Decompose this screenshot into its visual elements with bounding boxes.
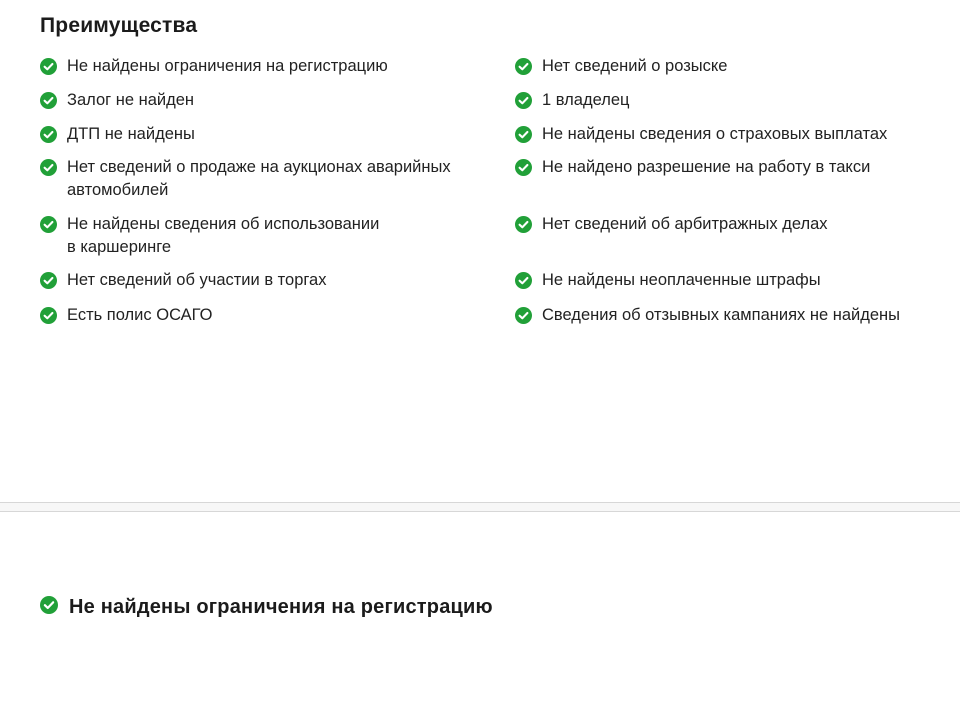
advantage-text: Нет сведений о продаже на аукционах аварийных автомобилей xyxy=(67,158,451,199)
check-circle-icon xyxy=(515,307,532,331)
advantage-item xyxy=(515,123,887,150)
advantage-item xyxy=(515,156,870,183)
check-circle-icon xyxy=(40,92,57,116)
advantage-item xyxy=(515,269,821,296)
check-circle-icon xyxy=(515,272,532,296)
advantage-text: Нет сведений о розыске xyxy=(542,57,728,75)
advantage-item xyxy=(40,213,379,259)
advantage-text: Не найдено разрешение на работу в такси xyxy=(542,158,871,176)
advantages-title: Преимущества xyxy=(40,14,198,37)
check-circle-icon xyxy=(40,58,57,82)
check-circle-icon xyxy=(40,596,58,619)
advantage-text: Не найдены сведения об использовании в каршеринге xyxy=(67,215,380,256)
advantage-item xyxy=(515,89,629,116)
check-circle-icon xyxy=(515,58,532,82)
check-circle-icon xyxy=(515,159,532,183)
advantage-text: Нет сведений об участии в торгах xyxy=(67,271,327,289)
check-circle-icon xyxy=(515,216,532,240)
advantage-item xyxy=(515,304,900,331)
detail-heading-text: Не найдены ограничения на регистрацию xyxy=(69,596,493,618)
advantage-text: ДТП не найдены xyxy=(67,125,195,143)
check-circle-icon xyxy=(40,307,57,331)
check-circle-icon xyxy=(515,126,532,150)
advantage-item xyxy=(40,304,212,331)
advantage-item xyxy=(40,269,326,296)
check-circle-icon xyxy=(515,92,532,116)
advantage-item xyxy=(40,156,451,202)
advantage-item xyxy=(40,89,194,116)
check-circle-icon xyxy=(40,126,57,150)
check-circle-icon xyxy=(40,159,57,183)
advantage-item xyxy=(40,123,195,150)
advantage-item xyxy=(515,213,828,240)
advantage-text: Не найдены сведения о страховых выплатах xyxy=(542,125,888,143)
advantage-item xyxy=(40,55,388,82)
advantage-text: Сведения об отзывных кампаниях не найдены xyxy=(542,306,901,324)
detail-section-heading xyxy=(40,596,493,619)
section-divider xyxy=(0,502,960,512)
advantage-text: Не найдены ограничения на регистрацию xyxy=(67,57,388,75)
advantage-item xyxy=(515,55,727,82)
check-circle-icon xyxy=(40,272,57,296)
check-circle-icon xyxy=(40,216,57,240)
advantage-text: Есть полис ОСАГО xyxy=(67,306,213,324)
advantage-text: Залог не найден xyxy=(67,91,195,109)
advantage-text: Нет сведений об арбитражных делах xyxy=(542,215,828,233)
advantage-text: Не найдены неоплаченные штрафы xyxy=(542,271,821,289)
advantage-text: 1 владелец xyxy=(542,91,630,109)
